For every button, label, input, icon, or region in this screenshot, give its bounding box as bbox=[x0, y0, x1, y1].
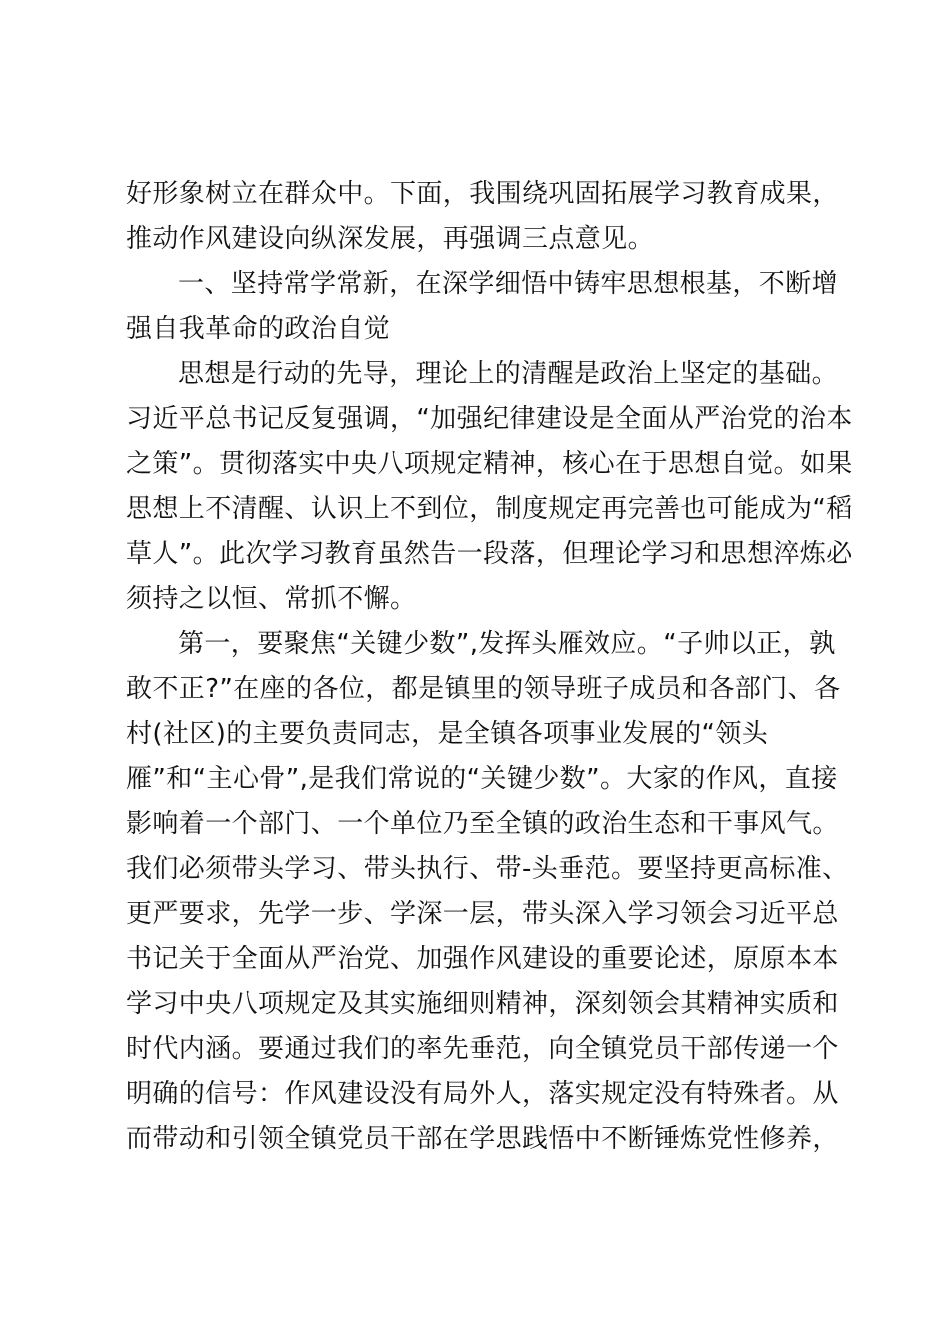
text-line: 村(社区)的主要负责同志，是全镇各项事业发展的“领头 bbox=[126, 719, 769, 749]
text-line: 书记关于全面从严治党、加强作风建设的重要论述，原原本本 bbox=[126, 944, 839, 974]
text-line: 好形象树立在群众中。下面，我围绕巩固拓展学习教育成果， bbox=[126, 179, 839, 209]
text-line: 更严要求，先学一步、学深一层，带头深入学习领会习近平总 bbox=[126, 899, 839, 929]
section-heading-line: 强自我革命的政治自觉 bbox=[126, 314, 391, 344]
text-line: 思想上不清醒、认识上不到位，制度规定再完善也可能成为“稻 bbox=[126, 494, 853, 524]
text-line: 明确的信号：作风建设没有局外人，落实规定没有特殊者。从 bbox=[126, 1079, 839, 1109]
text-line: 之策”。贯彻落实中央八项规定精神，核心在于思想自觉。如果 bbox=[126, 449, 853, 479]
text-line: 思想是行动的先导，理论上的清醒是政治上坚定的基础。 bbox=[178, 359, 839, 389]
text-line: 而带动和引领全镇党员干部在学思践悟中不断锤炼党性修养， bbox=[126, 1124, 839, 1154]
text-line: 推动作风建设向纵深发展，再强调三点意见。 bbox=[126, 224, 655, 254]
document-body bbox=[126, 172, 853, 1162]
section-heading-line: 一、坚持常学常新，在深学细悟中铸牢思想根基，不断增 bbox=[178, 269, 839, 299]
text-line: 时代内涵。要通过我们的率先垂范，向全镇党员干部传递一个 bbox=[126, 1034, 839, 1064]
text-line: 我们必须带头学习、带头执行、带-头垂范。要坚持更高标准、 bbox=[126, 854, 849, 884]
text-line: 学习中央八项规定及其实施细则精神，深刻领会其精神实质和 bbox=[126, 989, 839, 1019]
text-line: 须持之以恒、常抓不懈。 bbox=[126, 584, 417, 614]
text-line: 影响着一个部门、一个单位乃至全镇的政治生态和干事风气。 bbox=[126, 809, 839, 839]
text-line: 习近平总书记反复强调，“加强纪律建设是全面从严治党的治本 bbox=[126, 404, 853, 434]
text-line: 草人”。此次学习教育虽然告一段落，但理论学习和思想淬炼必 bbox=[126, 539, 853, 569]
text-line: 雁”和“主心骨”,是我们常说的“关键少数”。大家的作风，直接 bbox=[126, 764, 838, 794]
text-line: 第一，要聚焦“关键少数”,发挥头雁效应。“子帅以正，孰 bbox=[178, 629, 836, 659]
text-line: 敢不正?”在座的各位，都是镇里的领导班子成员和各部门、各 bbox=[126, 674, 841, 704]
